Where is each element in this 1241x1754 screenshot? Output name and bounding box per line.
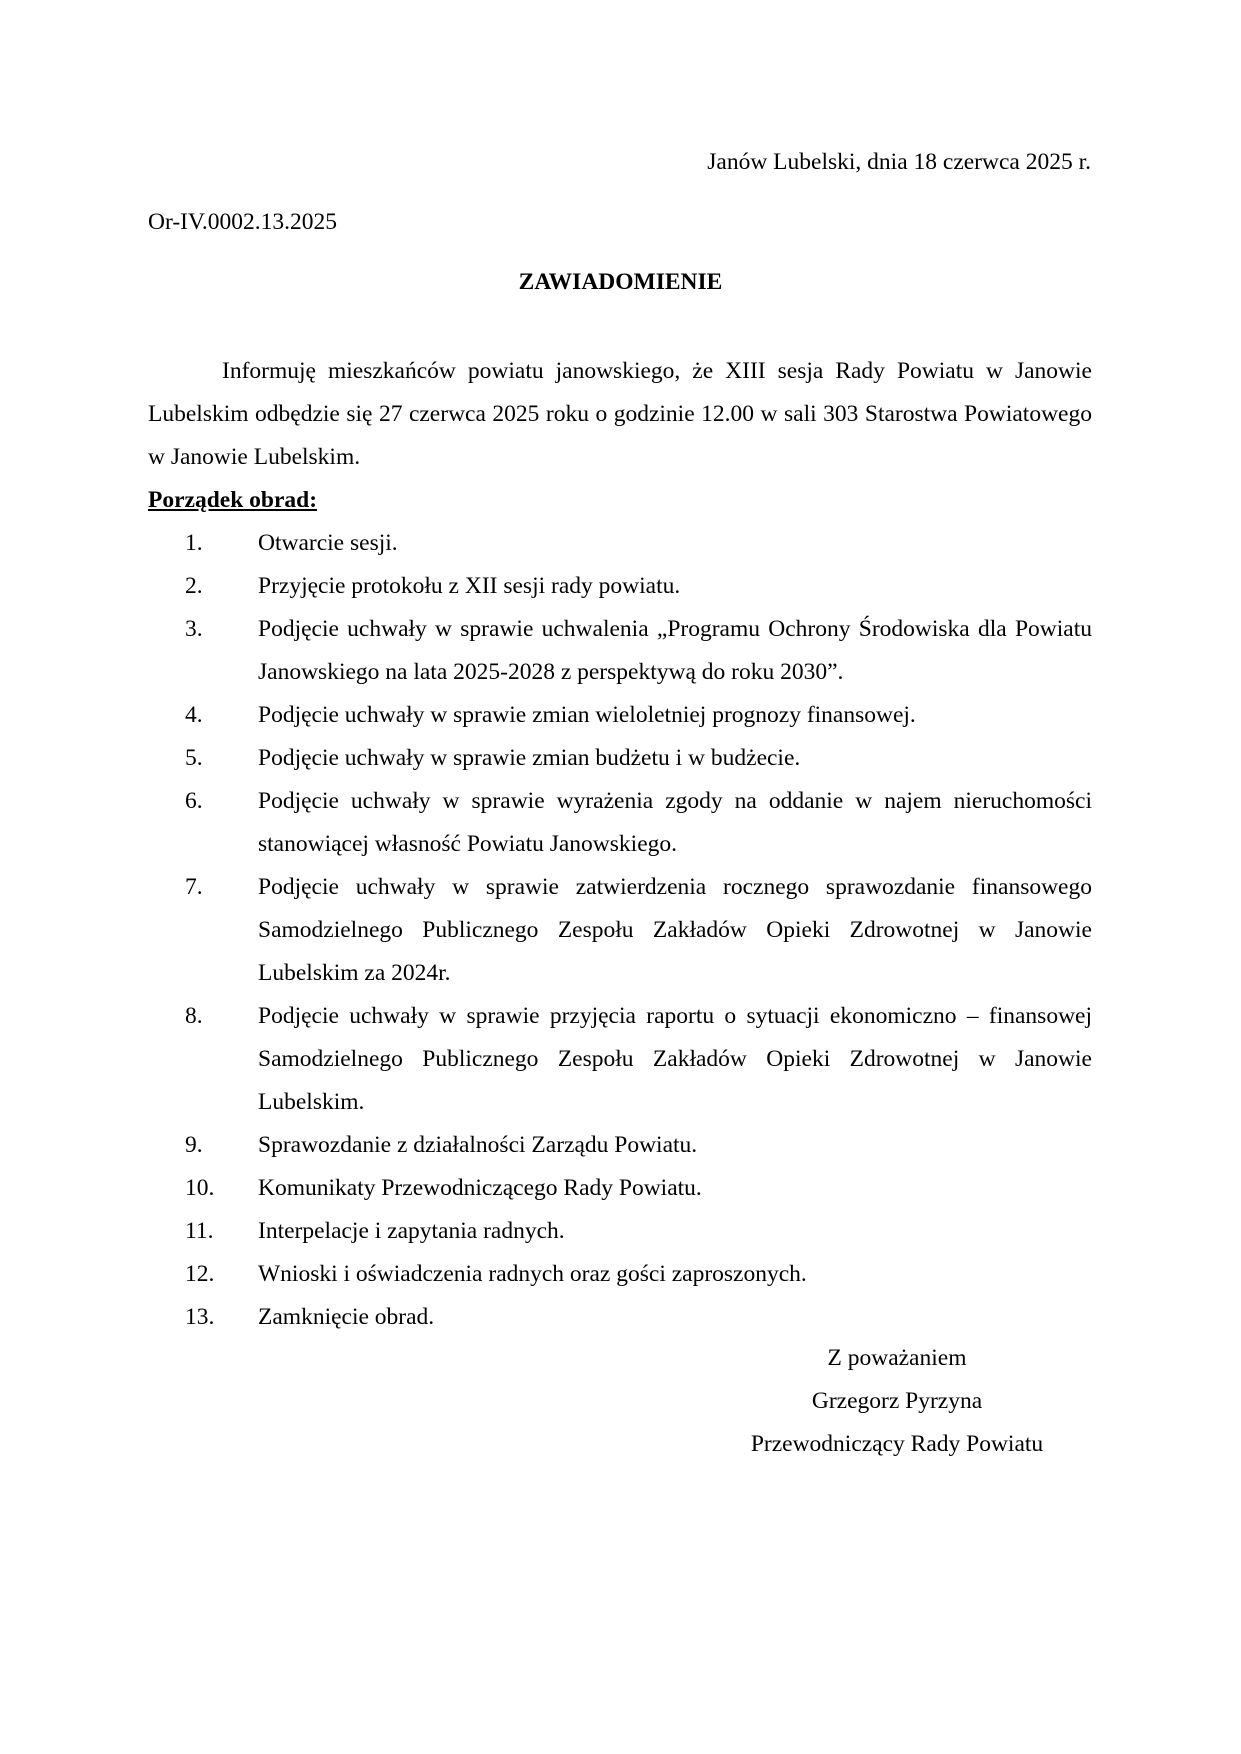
- agenda-list: [148, 522, 1092, 1339]
- agenda-item-number: 7.: [185, 874, 203, 900]
- agenda-item-number: 3.: [185, 616, 203, 642]
- agenda-item: [148, 866, 1092, 995]
- document-title: ZAWIADOMIENIE: [518, 269, 723, 295]
- agenda-item-text: Otwarcie sesji.: [258, 530, 398, 556]
- agenda-item: [148, 737, 1092, 780]
- agenda-item: [148, 608, 1092, 694]
- agenda-item: [148, 522, 1092, 565]
- agenda-item-number: 13.: [185, 1304, 215, 1330]
- agenda-item-text: Podjęcie uchwały w sprawie zatwierdzenia rocznego sprawozdanie finansowego Samodzielnego Publicznego Zespołu Zakładów Opieki Zdrowotnej w Janowie Lubelskim za 2024r.: [258, 874, 1092, 986]
- reference-number: Or-IV.0002.13.2025: [148, 209, 338, 235]
- agenda-item: [148, 694, 1092, 737]
- agenda-item-text: Przyjęcie protokołu z XII sesji rady powiatu.: [258, 573, 681, 599]
- agenda-item-text: Podjęcie uchwały w sprawie uchwalenia „Programu Ochrony Środowiska dla Powiatu Janowskiego na lata 2025-2028 z perspektywą do roku 2030”.: [258, 616, 1092, 685]
- agenda-item-number: 1.: [185, 530, 203, 556]
- agenda-item-text: Podjęcie uchwały w sprawie zmian budżetu i w budżecie.: [258, 745, 801, 771]
- agenda-item: [148, 995, 1092, 1124]
- agenda-item-number: 9.: [185, 1132, 203, 1158]
- agenda-item: [148, 1167, 1092, 1210]
- agenda-item: [148, 780, 1092, 866]
- agenda-item-text: Zamknięcie obrad.: [258, 1304, 435, 1330]
- signature-closing: Z poważaniem: [827, 1345, 967, 1371]
- agenda-item-text: Sprawozdanie z działalności Zarządu Powiatu.: [258, 1132, 698, 1158]
- signatory-position: Przewodniczący Rady Powiatu: [750, 1431, 1044, 1457]
- agenda-item-number: 10.: [185, 1175, 215, 1201]
- agenda-item-number: 12.: [185, 1261, 215, 1287]
- agenda-item-text: Wnioski i oświadczenia radnych oraz gości zaproszonych.: [258, 1261, 807, 1287]
- agenda-item-number: 2.: [185, 573, 203, 599]
- agenda-item-number: 6.: [185, 788, 203, 814]
- agenda-item-number: 5.: [185, 745, 203, 771]
- agenda-item-text: Podjęcie uchwały w sprawie przyjęcia raportu o sytuacji ekonomiczno – finansowej Samodzielnego Publicznego Zespołu Zakładów Opieki Zdrowotnej w Janowie Lubelskim.: [258, 1003, 1092, 1115]
- agenda-item: [148, 1210, 1092, 1253]
- agenda-item: [148, 565, 1092, 608]
- agenda-item: [148, 1124, 1092, 1167]
- signatory-name: Grzegorz Pyrzyna: [811, 1388, 983, 1414]
- agenda-item: [148, 1253, 1092, 1296]
- agenda-heading: Porządek obrad:: [148, 487, 318, 513]
- agenda-item-text: Komunikaty Przewodniczącego Rady Powiatu.: [258, 1175, 702, 1201]
- agenda-item-text: Interpelacje i zapytania radnych.: [258, 1218, 565, 1244]
- intro-paragraph: Informuję mieszkańców powiatu janowskiego, że XIII sesja Rady Powiatu w Janowie Lubelskim odbędzie się 27 czerwca 2025 roku o godzinie 12.00 w sali 303 Starostwa Powiatowego w Janowie Lubelskim.: [148, 358, 1092, 470]
- place-date: Janów Lubelski, dnia 18 czerwca 2025 r.: [707, 149, 1091, 175]
- agenda-item-number: 4.: [185, 702, 203, 728]
- agenda-item-number: 11.: [185, 1218, 214, 1244]
- agenda-item-text: Podjęcie uchwały w sprawie wyrażenia zgody na oddanie w najem nieruchomości stanowiącej własność Powiatu Janowskiego.: [258, 788, 1092, 857]
- agenda-item-number: 8.: [185, 1003, 203, 1029]
- agenda-item: [148, 1296, 1092, 1339]
- agenda-item-text: Podjęcie uchwały w sprawie zmian wieloletniej prognozy finansowej.: [258, 702, 916, 728]
- signature-block: [732, 1337, 1062, 1466]
